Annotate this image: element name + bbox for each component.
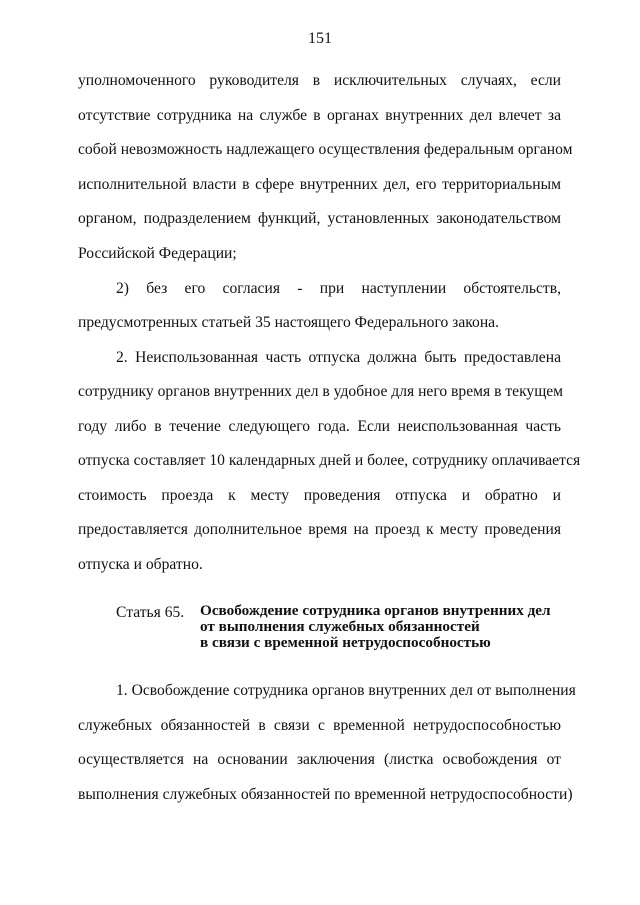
article-title-line: в связи с временной нетрудоспособностью — [200, 634, 491, 651]
paragraph-line: 1. Освобождение сотрудника органов внутренних дел от выполнения — [116, 682, 576, 699]
paragraph-line: выполнения служебных обязанностей по временной нетрудоспособности) — [78, 786, 573, 803]
paragraph-line: осуществляется на основании заключения (листка освобождения от — [78, 751, 561, 768]
article-title-line: Освобождение сотрудника органов внутренних дел — [200, 602, 551, 619]
text-line: уполномоченного руководителя в исключительных случаях, если — [78, 72, 561, 89]
list-item-line: предусмотренных статьей 35 настоящего Федерального закона. — [78, 314, 499, 331]
paragraph-line: отпуска составляет 10 календарных дней и более, сотруднику оплачивается — [78, 452, 581, 469]
paragraph-line: отпуска и обратно. — [78, 556, 203, 573]
article-title — [200, 603, 551, 651]
article-title-line: от выполнения служебных обязанностей — [200, 618, 480, 635]
paragraph-line: 2. Неиспользованная часть отпуска должна быть предоставлена — [116, 349, 561, 366]
text-line: исполнительной власти в сфере внутренних дел, его территориальным — [78, 176, 561, 193]
text-line: отсутствие сотрудника на службе в органах внутренних дел влечет за — [78, 107, 561, 124]
text-line: органом, подразделением функций, установленных законодательством — [78, 210, 561, 227]
paragraph-line: году либо в течение следующего года. Если неиспользованная часть — [78, 418, 561, 435]
paragraph-line: служебных обязанностей в связи с временной нетрудоспособностью — [78, 717, 561, 734]
article-label: Статья 65. — [116, 604, 185, 621]
text-line: Российской Федерации; — [78, 245, 237, 262]
paragraph-line: сотруднику органов внутренних дел в удобное для него время в текущем — [78, 383, 564, 400]
text-line: собой невозможность надлежащего осуществления федеральным органом — [78, 141, 573, 158]
paragraph-line: предоставляется дополнительное время на проезд к месту проведения — [78, 521, 561, 538]
list-item-line: 2) без его согласия - при наступлении обстоятельств, — [116, 280, 561, 297]
page-number: 151 — [308, 30, 332, 47]
paragraph-line: стоимость проезда к месту проведения отпуска и обратно и — [78, 487, 561, 504]
